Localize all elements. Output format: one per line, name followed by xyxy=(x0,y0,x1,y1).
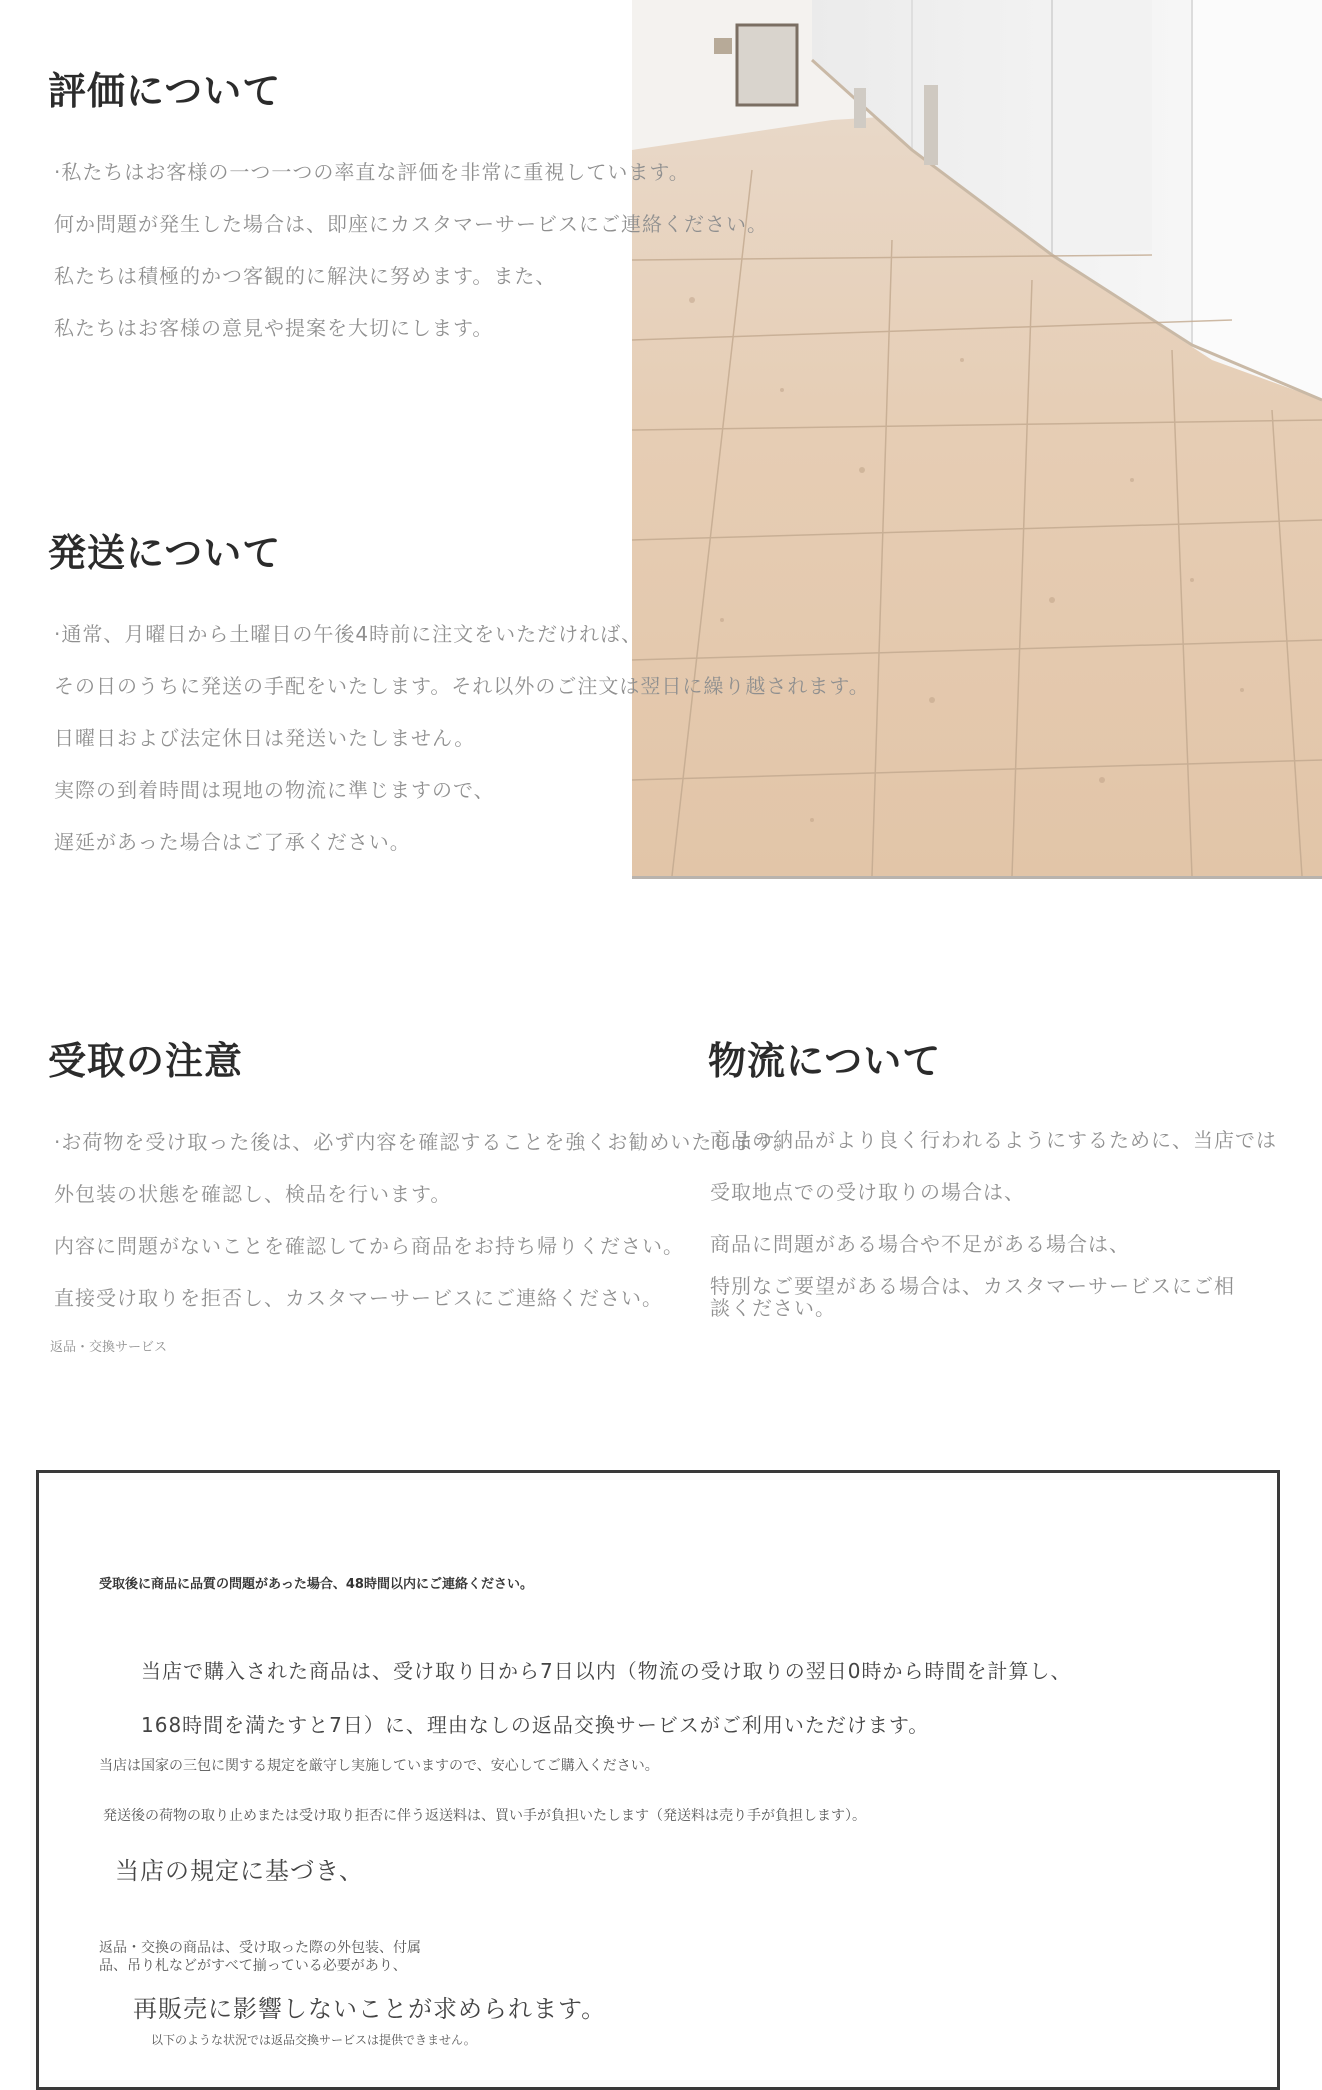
shipping-line-2: その日のうちに発送の手配をいたします。それ以外のご注文は翌日に繰り越されます。 xyxy=(54,674,870,698)
notice-line-6: 当店の規定に基づき、 xyxy=(115,1857,365,1885)
shipping-line-5: 遅延があった場合はご了承ください。 xyxy=(54,830,411,854)
notice-line-5: 発送後の荷物の取り止めまたは受け取り拒否に伴う返送料は、買い手が負担いたします（発送料は売り手が負担します）。 xyxy=(103,1808,866,1824)
shipping-title: 発送について xyxy=(48,531,282,575)
notice-line-7b: 品、吊り札などがすべて揃っている必要があり、 xyxy=(99,1958,407,1974)
receiving-title: 受取の注意 xyxy=(48,1039,244,1083)
notice-line-8: 再販売に影響しないことが求められます。 xyxy=(133,1995,607,2023)
logistics-line-4: 特別なご要望がある場合は、カスタマーサービスにご相 xyxy=(710,1274,1235,1298)
receiving-line-1: ·お荷物を受け取った後は、必ず内容を確認することを強くお勧めいたします。 xyxy=(54,1130,795,1154)
return-exchange-label: 返品・交換サービス xyxy=(50,1340,168,1355)
logistics-line-3: 商品に問題がある場合や不足がある場合は、 xyxy=(710,1232,1130,1256)
receiving-line-2: 外包装の状態を確認し、検品を行います。 xyxy=(54,1182,452,1206)
evaluation-line-1: ·私たちはお客様の一つ一つの率直な評価を非常に重視しています。 xyxy=(54,160,690,184)
evaluation-line-3: 私たちは積極的かつ客観的に解決に努めます。また、 xyxy=(54,264,557,288)
receiving-line-4: 直接受け取りを拒否し、カスタマーサービスにご連絡ください。 xyxy=(54,1286,663,1310)
evaluation-title: 評価について xyxy=(48,69,282,113)
evaluation-line-4: 私たちはお客様の意見や提案を大切にします。 xyxy=(54,316,494,340)
notice-line-7a: 返品・交換の商品は、受け取った際の外包装、付属 xyxy=(99,1940,421,1956)
logistics-line-2: 受取地点での受け取りの場合は、 xyxy=(710,1180,1025,1204)
receiving-line-3: 内容に問題がないことを確認してから商品をお持ち帰りください。 xyxy=(54,1234,684,1258)
logistics-line-5: 談ください。 xyxy=(710,1296,836,1320)
logistics-line-1: 商品の納品がより良く行われるようにするために、当店では xyxy=(710,1128,1277,1152)
notice-line-9: 以下のような状況では返品交換サービスは提供できません。 xyxy=(151,2033,476,2047)
shipping-line-4: 実際の到着時間は現地の物流に準じますので、 xyxy=(54,778,495,802)
notice-line-3: 168時間を満たすと7日）に、理由なしの返品交換サービスがご利用いただけます。 xyxy=(141,1713,930,1737)
hallway-photo xyxy=(632,0,1322,879)
shipping-line-1: ·通常、月曜日から土曜日の午後4時前に注文をいただければ、 xyxy=(54,622,643,646)
return-policy-notice xyxy=(36,1470,1280,2090)
notice-line-4: 当店は国家の三包に関する規定を厳守し実施していますので、安心してご購入ください。 xyxy=(99,1758,659,1774)
notice-line-1: 受取後に商品に品質の問題があった場合、48時間以内にご連絡ください。 xyxy=(99,1577,533,1592)
shipping-line-3: 日曜日および法定休日は発送いたしません。 xyxy=(54,726,476,750)
evaluation-line-2: 何か問題が発生した場合は、即座にカスタマーサービスにご連絡ください。 xyxy=(54,212,768,236)
logistics-title: 物流について xyxy=(708,1039,942,1083)
notice-line-2: 当店で購入された商品は、受け取り日から7日以内（物流の受け取りの翌日0時から時間を計算し、 xyxy=(141,1659,1072,1683)
